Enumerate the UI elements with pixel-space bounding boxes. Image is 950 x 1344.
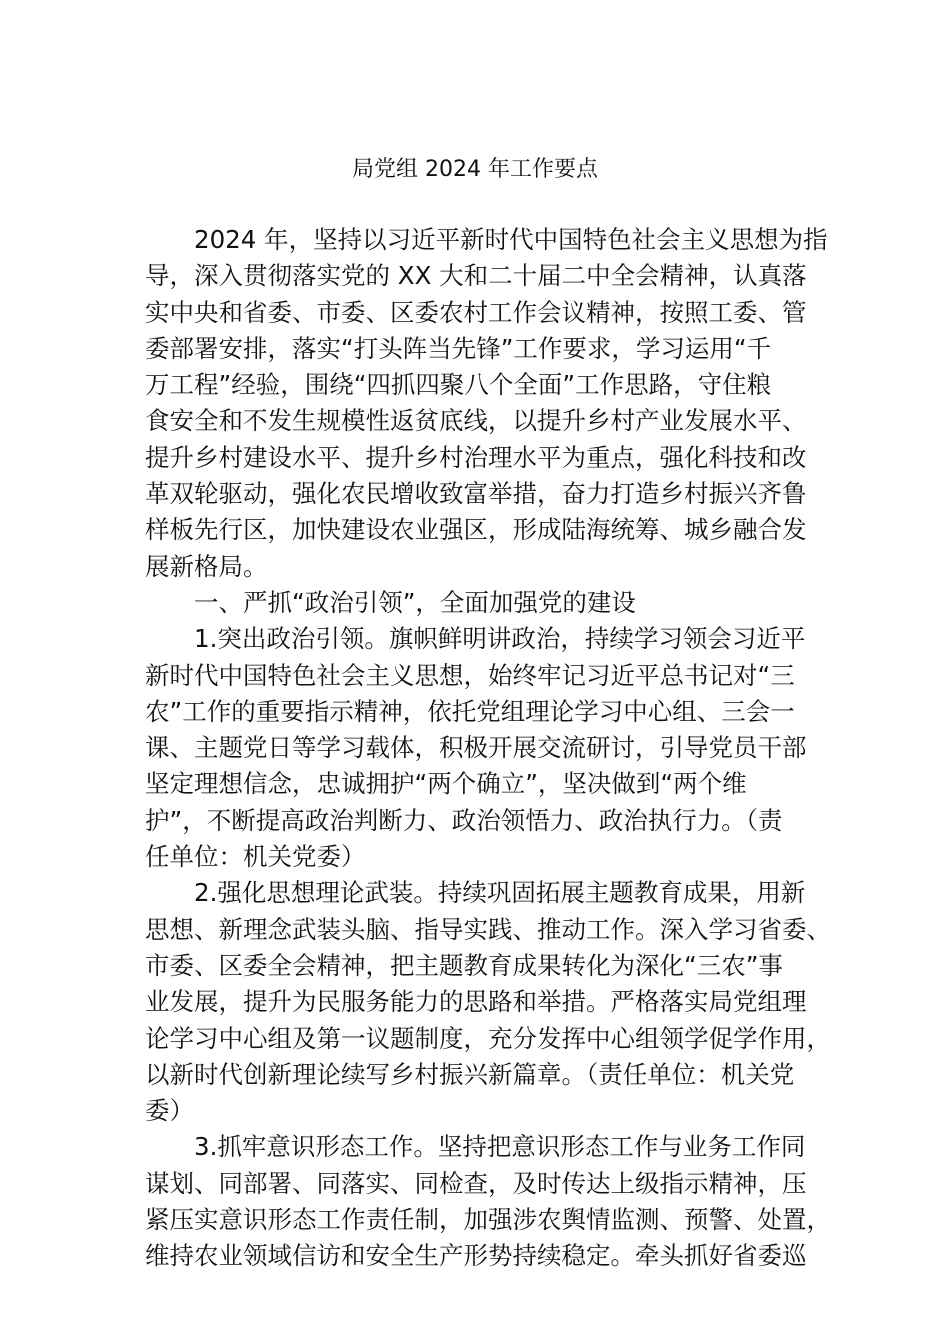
paragraph-line: 提升乡村建设水平、提升乡村治理水平为重点，强化科技和改 [145, 442, 807, 472]
paragraph-line: 展新格局。 [145, 551, 268, 581]
paragraph-line: 食安全和不发生规模性返贫底线，以提升乡村产业发展水平、 [145, 406, 807, 436]
paragraph-line: 实中央和省委、市委、区委农村工作会议精神，按照工委、管 [145, 297, 807, 327]
paragraph-line: 革双轮驱动，强化农民增收致富举措，奋力打造乡村振兴齐鲁 [145, 479, 807, 509]
paragraph-line: 3.抓牢意识形态工作。坚持把意识形态工作与业务工作同 [194, 1132, 806, 1162]
paragraph-line: 2.强化思想理论武装。持续巩固拓展主题教育成果，用新 [194, 878, 806, 908]
document-body [145, 222, 831, 1275]
paragraph-line: 维持农业领域信访和安全生产形势持续稳定。牵头抓好省委巡 [145, 1241, 807, 1271]
paragraph-line: 样板先行区，加快建设农业强区，形成陆海统筹、城乡融合发 [145, 515, 807, 545]
paragraph-line: 业发展，提升为民服务能力的思路和举措。严格落实局党组理 [145, 987, 807, 1017]
paragraph-line: 护”，不断提高政治判断力、政治领悟力、政治执行力。（责 [145, 805, 783, 835]
paragraph-line: 万工程”经验，围绕“四抓四聚八个全面”工作思路，守住粮 [145, 370, 772, 400]
paragraph-line: 思想、新理念武装头脑、指导实践、推动工作。深入学习省委、 [145, 914, 831, 944]
paragraph-line: 农”工作的重要指示精神，依托党组理论学习中心组、三会一 [145, 696, 795, 726]
section-heading: 一、严抓“政治引领”，全面加强党的建设 [194, 587, 636, 617]
document-title: 局党组 2024 年工作要点 [352, 157, 598, 182]
paragraph-line: 1.突出政治引领。旗帜鲜明讲政治，持续学习领会习近平 [194, 624, 806, 654]
paragraph-line: 紧压实意识形态工作责任制，加强涉农舆情监测、预警、处置， [145, 1205, 831, 1235]
paragraph-line: 论学习中心组及第一议题制度，充分发挥中心组领学促学作用， [145, 1023, 831, 1053]
paragraph-line: 委） [145, 1096, 194, 1126]
paragraph-line: 课、主题党日等学习载体，积极开展交流研讨，引导党员干部 [145, 733, 807, 763]
paragraph-line: 任单位：机关党委） [145, 842, 366, 872]
paragraph-line: 新时代中国特色社会主义思想，始终牢记习近平总书记对“三 [145, 660, 795, 690]
paragraph-line: 谋划、同部署、同落实、同检查，及时传达上级指示精神，压 [145, 1168, 807, 1198]
paragraph-line: 以新时代创新理论续写乡村振兴新篇章。（责任单位：机关党 [145, 1059, 795, 1089]
paragraph-line: 2024 年，坚持以习近平新时代中国特色社会主义思想为指 [194, 225, 828, 254]
paragraph-line: 委部署安排，落实“打头阵当先锋”工作要求，学习运用“千 [145, 333, 772, 363]
paragraph-line: 导，深入贯彻落实党的 XX 大和二十届二中全会精神，认真落 [145, 261, 807, 291]
paragraph-line: 市委、区委全会精神，把主题教育成果转化为深化“三农”事 [145, 950, 783, 980]
paragraph-line: 坚定理想信念，忠诚拥护“两个确立”，坚决做到“两个维 [145, 769, 747, 799]
